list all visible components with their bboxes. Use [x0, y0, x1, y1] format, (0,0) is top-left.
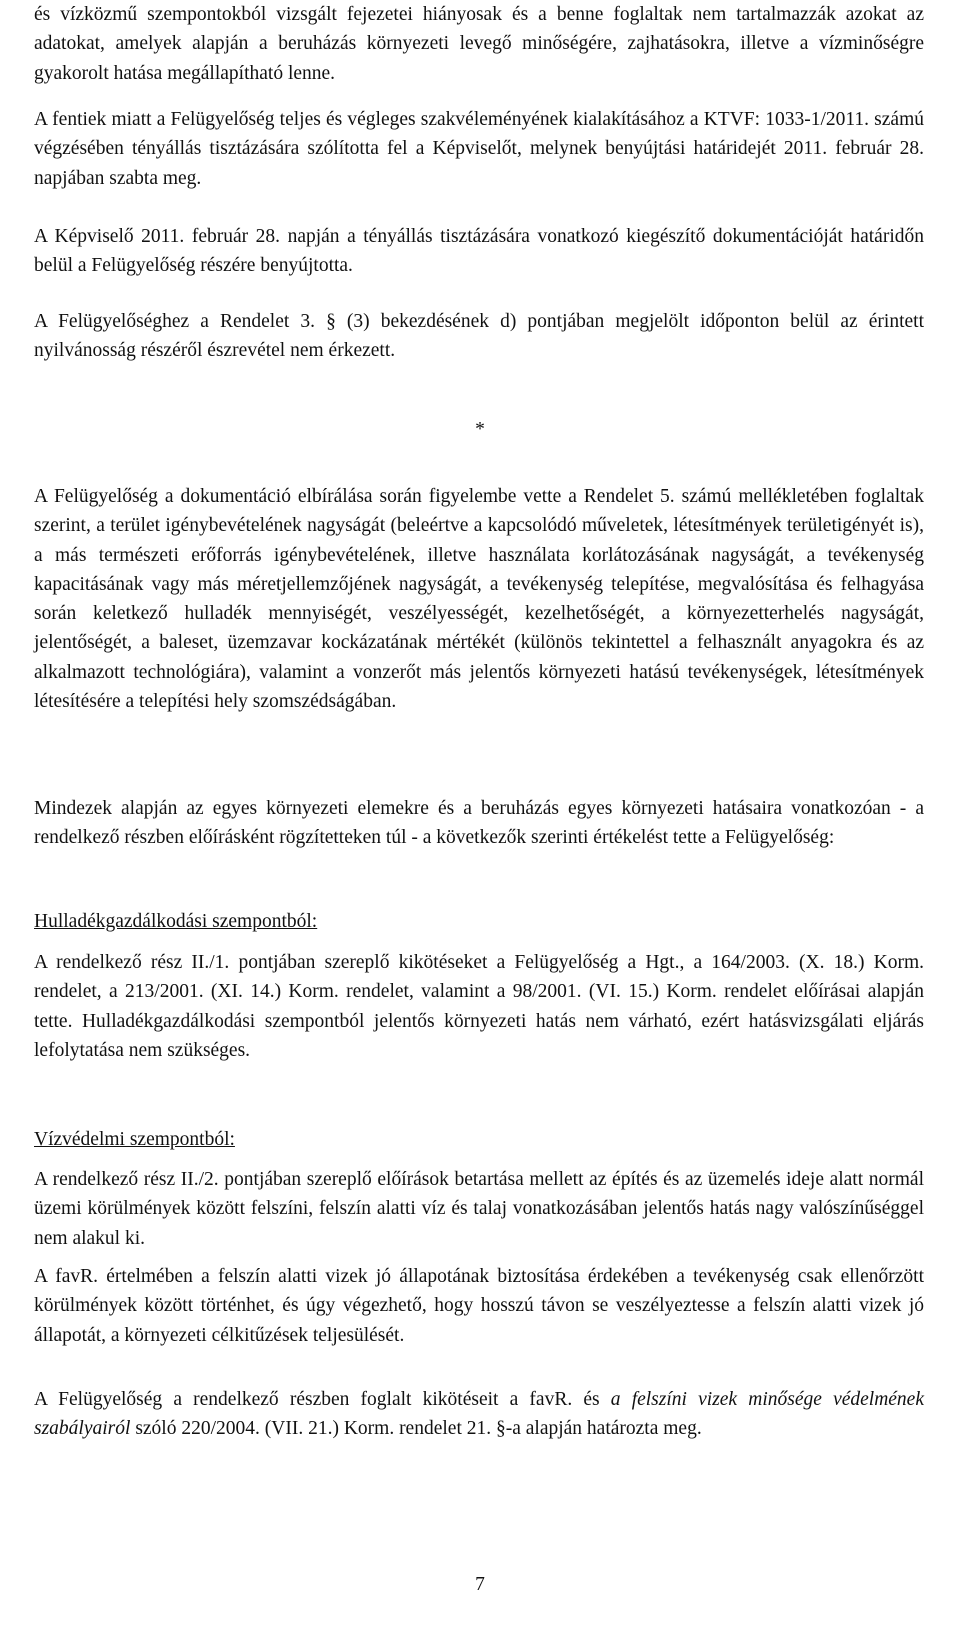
- paragraph-clarification-order: A fentiek miatt a Felügyelőség teljes és végleges szakvéleményének kialakításához a KTVF: 1033-1/2011. számú végzésében tényállás tisztázására szólította fel a Képviselőt, melynek benyújtási határidejét 2011. február 28. napjában szabta meg.: [34, 109, 924, 189]
- section-separator: *: [475, 419, 485, 440]
- paragraph-documentation-submitted: A Képviselő 2011. február 28. napján a tényállás tisztázására vonatkozó kiegészítő dokumentációját határidőn belül a Felügyelőség részére benyújtotta.: [34, 226, 924, 277]
- water-text-part-b: szóló 220/2004. (VII. 21.) Korm. rendelet 21. §-a alapján határozta meg.: [130, 1418, 702, 1440]
- heading-water-protection: Vízvédelmi szempontból:: [34, 1129, 235, 1150]
- paragraph-assessment-criteria: A Felügyelőség a dokumentáció elbírálása során figyelembe vette a Rendelet 5. számú mellékletében foglaltak szerint, a terület igénybevételének nagyságát (beleértve a kapcsolódó műveletek, létesítmények területigényét is), a más természeti erőforrás igénybevételének, illetve használata korlátozásának nagyságát, a tevékenység kapacitásának vagy más méretjellemzőjének nagyságát, a tevékenység telepítése, megvalósítása és felhagyása során keletkező hulladék mennyiségét, veszélyességét, kezelhetőségét, a környezetterhelés nagyságát, jelentőségét, a baleset, üzemzavar kockázatának mértékét (különös tekintettel a felhasznált anyagokra és az alkalmazott technológiára), valamint a vonzerőt más jelentős környezeti hatású tevékenységek, létesítmények létesítésére a telepítési hely szomszédságában.: [34, 486, 924, 713]
- page-number: 7: [475, 1574, 485, 1595]
- water-text-part-a: A Felügyelőség a rendelkező részben foglalt kikötéseit a favR. és: [34, 1389, 611, 1410]
- paragraph-intro: és vízközmű szempontokból vizsgált fejezetei hiányosak és a benne foglaltak nem tartalmazzák azokat az adatokat, amelyek alapján a beruházás környezeti levegő minőségére, zajhatásokra, illetve a vízminőségre gyakorolt hatása megállapítható lenne.: [34, 4, 924, 84]
- regulation-title-italic: a felszíni vizek minősége védelmének szabályairól: [34, 1389, 924, 1440]
- paragraph-water-protection-3: [34, 1385, 924, 1444]
- paragraph-water-protection-1: A rendelkező rész II./2. pontjában szereplő előírások betartása mellett az építés és az üzemelés ideje alatt normál üzemi körülmények között felszíni, felszín alatti víz és talaj vonatkozásában jelentős hatás nagy valószínűséggel nem alakul ki.: [34, 1169, 924, 1249]
- paragraph-public-comments: A Felügyelőséghez a Rendelet 3. § (3) bekezdésének d) pontjában megjelölt időponton belül az érintett nyilvánosság részéről észrevétel nem érkezett.: [34, 311, 924, 362]
- heading-waste-management: Hulladékgazdálkodási szempontból:: [34, 911, 318, 932]
- paragraph-evaluation-intro: Mindezek alapján az egyes környezeti elemekre és a beruházás egyes környezeti hatásaira vonatkozóan - a rendelkező részben előírásként rögzítetteken túl - a következők szerinti értékelést tette a Felügyelőség:: [34, 798, 924, 849]
- paragraph-water-protection-2: A favR. értelmében a felszín alatti vizek jó állapotának biztosítása érdekében a tevékenység csak ellenőrzött körülmények között történhet, és úgy végezhető, hogy hosszú távon se veszélyeztesse a felszín alatti vizek jó állapotát, a környezeti célkitűzések teljesülését.: [34, 1266, 924, 1346]
- paragraph-waste-management: A rendelkező rész II./1. pontjában szereplő kikötéseket a Felügyelőség a Hgt., a 164/2003. (X. 18.) Korm. rendelet, a 213/2001. (XI. 14.) Korm. rendelet, valamint a 98/2001. (VI. 15.) Korm. rendelet előírásai alapján tette. Hulladékgazdálkodási szempontból jelentős környezeti hatás nem várható, ezért hatásvizsgálati eljárás lefolytatása nem szükséges.: [34, 952, 924, 1061]
